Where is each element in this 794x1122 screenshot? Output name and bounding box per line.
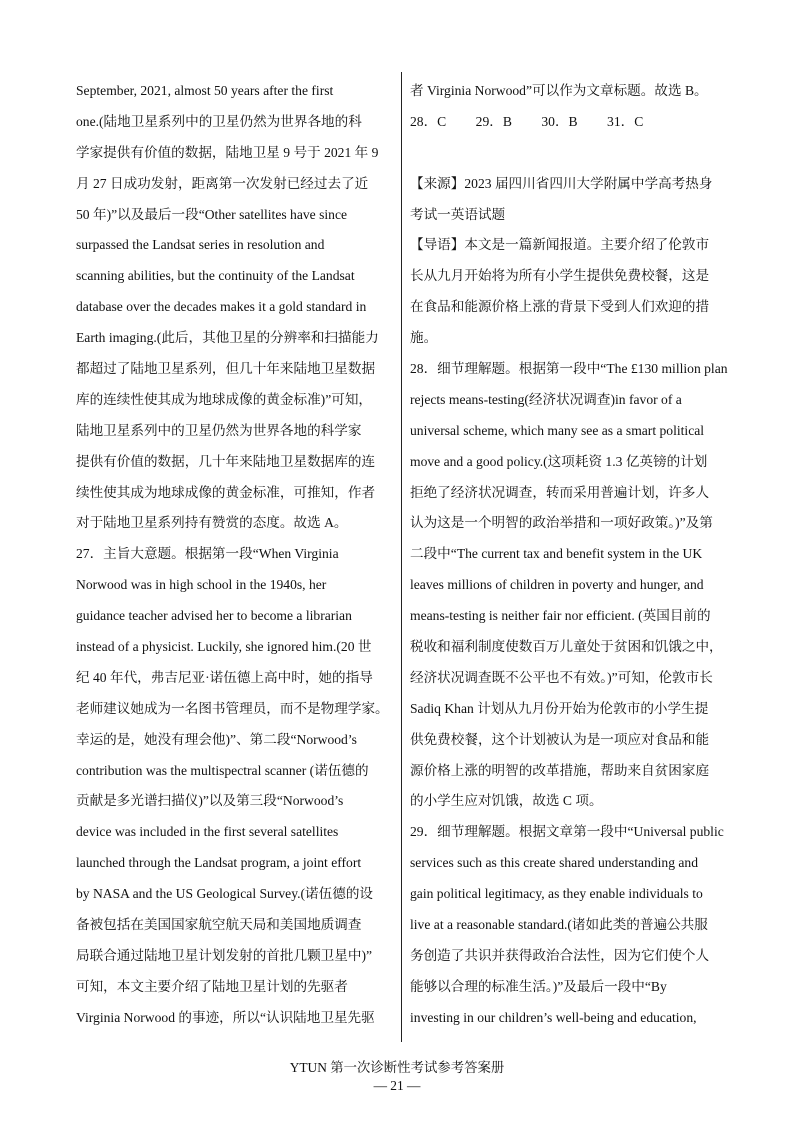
text-line: 陆地卫星系列中的卫星仍然为世界各地的科学家 — [76, 422, 362, 438]
intro-line: 在食品和能源价格上涨的背景下受到人们欢迎的措 — [410, 299, 710, 315]
text-line: universal scheme, which many see as a smart political — [410, 422, 705, 438]
text-line: Norwood was in high school in the 1940s, her — [76, 577, 327, 593]
text-line: investing in our children’s well-being and education, — [410, 1009, 697, 1025]
text-line: 源价格上涨的明智的改革措施，帮助来自贫困家庭 — [410, 762, 710, 778]
text-line: 都超过了陆地卫星系列，但几十年来陆地卫星数据 — [76, 361, 376, 377]
text-line: live at a reasonable standard.(诸如此类的普遍公共服 — [410, 917, 708, 933]
text-line: 月 27 日成功发射，距离第一次发射已经过去了近 — [76, 175, 369, 191]
text-line: 学家提供有价值的数据，陆地卫星 9 号于 2021 年 9 — [76, 144, 379, 160]
text-line: database over the decades makes it a gold standard in — [76, 299, 367, 315]
footer-title: YTUN 第一次诊断性考试参考答案册 — [289, 1060, 505, 1075]
text-line: Sadiq Khan 计划从九月份开始为伦敦市的小学生提 — [410, 700, 709, 716]
text-line: 税收和福利制度使数百万儿童处于贫困和饥饿之中， — [410, 639, 723, 655]
text-line: one.(陆地卫星系列中的卫星仍然为世界各地的科 — [76, 113, 362, 129]
text-line: services such as this create shared understanding and — [410, 855, 699, 871]
text-line: 拒绝了经济状况调查，转而采用普遍计划，许多人 — [410, 484, 710, 500]
text-line: 幸运的是，她没有理会他)”、第二段“Norwood’s — [76, 731, 357, 747]
text-line: 50 年)”以及最后一段“Other satellites have since — [76, 206, 348, 222]
source-line: 考试一英语试题 — [410, 206, 506, 222]
spacer — [410, 138, 728, 169]
question-29-heading: 29．细节理解题。根据文章第一段中“Universal public — [410, 824, 724, 840]
text-line: Earth imaging.(此后，其他卫星的分辨率和扫描能力 — [76, 330, 379, 346]
intro-line: 【导语】本文是一篇新闻报道。主要介绍了伦敦市 — [410, 237, 710, 253]
text-line: 二段中“The current tax and benefit system in the UK — [410, 546, 703, 562]
text-line: 贡献是多光谱扫描仪)”以及第三段“Norwood’s — [76, 793, 344, 809]
answer-29: 29．B — [475, 113, 512, 129]
text-line: 库的连续性使其成为地球成像的黄金标准)”可知， — [76, 391, 373, 407]
text-line: means-testing is neither fair nor efficient. (英国目前的 — [410, 608, 711, 624]
text-line: 的小学生应对饥饿，故选 C 项。 — [410, 793, 603, 809]
text-line: rejects means-testing(经济状况调查)in favor of a — [410, 391, 682, 407]
text-line: Virginia Norwood 的事迹，所以“认识陆地卫星先驱 — [76, 1009, 375, 1025]
right-column — [410, 76, 728, 1034]
answer-key — [410, 107, 728, 138]
text-line: 者 Virginia Norwood”可以作为文章标题。故选 B。 — [410, 83, 708, 98]
text-line: 续性使其成为地球成像的黄金标准，可推知，作者 — [76, 484, 376, 500]
text-line: launched through the Landsat program, a joint effort — [76, 855, 362, 871]
page-number: — 21 — — [373, 1078, 421, 1093]
text-line: 老师建议她成为一名图书管理员，而不是物理学家。 — [76, 700, 389, 716]
text-line: scanning abilities, but the continuity of the Landsat — [76, 268, 355, 284]
question-28-heading: 28．细节理解题。根据第一段中“The £130 million plan — [410, 361, 728, 377]
text-line: 可知，本文主要介绍了陆地卫星计划的先驱者 — [76, 978, 348, 994]
text-line: gain political legitimacy, as they enable individuals to — [410, 886, 703, 902]
text-line: September, 2021, almost 50 years after the first — [76, 83, 334, 98]
answer-28: 28．C — [410, 113, 447, 129]
text-line: 经济状况调查既不公平也不有效。)”可知，伦敦市长 — [410, 669, 713, 685]
text-line: 认为这是一个明智的政治举措和一项好政策。)”及第 — [410, 515, 713, 531]
answer-30: 30．B — [541, 113, 578, 129]
text-line: 局联合通过陆地卫星计划发射的首批几颗卫星中)” — [76, 947, 373, 963]
text-line: 纪 40 年代，弗吉尼亚·诺伍德上高中时，她的指导 — [76, 669, 373, 685]
intro-line: 施。 — [410, 330, 438, 346]
left-column — [76, 76, 394, 1034]
text-line: move and a good policy.(这项耗资 1.3 亿英镑的计划 — [410, 453, 708, 469]
text-line: guidance teacher advised her to become a librarian — [76, 608, 352, 624]
text-line: leaves millions of children in poverty and hunger, and — [410, 577, 704, 593]
text-line: 能够以合理的标准生活。)”及最后一段中“By — [410, 978, 667, 994]
text-line: by NASA and the US Geological Survey.(诺伍德的设 — [76, 886, 374, 902]
text-line: 提供有价值的数据，几十年来陆地卫星数据库的连 — [76, 453, 376, 469]
text-line: 务创造了共识并获得政治合法性，因为它们使个人 — [410, 947, 710, 963]
text-line: 供免费校餐，这个计划被认为是一项应对食品和能 — [410, 731, 710, 747]
text-line: surpassed the Landsat series in resolution and — [76, 237, 325, 253]
text-line: contribution was the multispectral scanner (诺伍德的 — [76, 762, 369, 778]
text-line: 备被包括在美国国家航空航天局和美国地质调查 — [76, 917, 362, 933]
text-line: 对于陆地卫星系列持有赞赏的态度。故选 A。 — [76, 515, 348, 531]
answer-31: 31．C — [607, 113, 644, 129]
column-divider — [401, 72, 402, 1042]
intro-line: 长从九月开始将为所有小学生提供免费校餐，这是 — [410, 268, 710, 284]
text-line: device was included in the first several satellites — [76, 824, 339, 840]
source-line: 【来源】2023 届四川省四川大学附属中学高考热身 — [410, 175, 713, 191]
text-line: instead of a physicist. Luckily, she ignored him.(20 世 — [76, 639, 372, 655]
question-27-heading: 27．主旨大意题。根据第一段“When Virginia — [76, 546, 339, 562]
